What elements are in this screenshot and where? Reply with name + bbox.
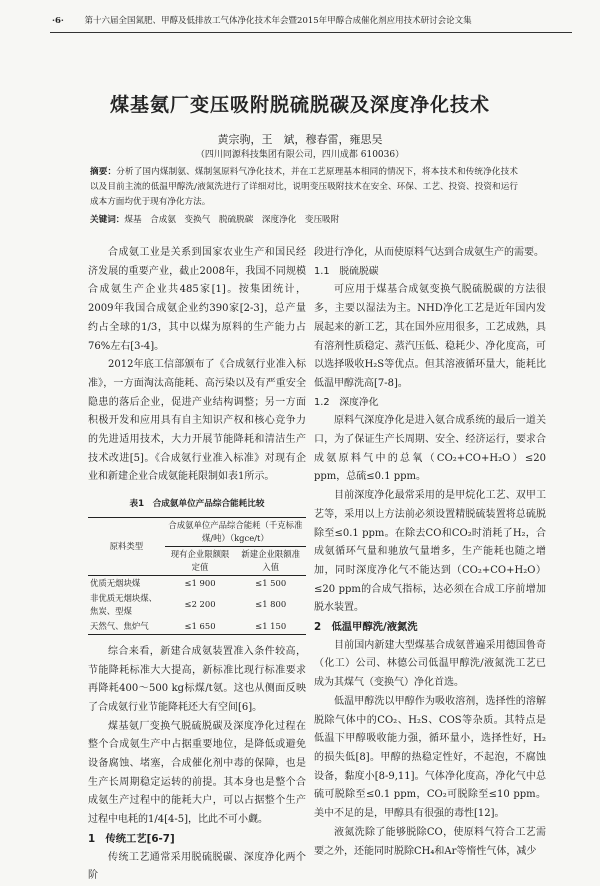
paper-title: 煤基氨厂变压吸附脱硫脱碳及深度净化技术 xyxy=(109,94,490,116)
table-cell: 非优质无烟块煤、焦炭、型煤 xyxy=(90,592,157,616)
table-cell: ≤1 500 xyxy=(235,575,306,591)
paragraph: 液氮洗除了能够脱除CO，使原料气符合工艺需要之外，还能同时脱除CH₄和Ar等惰性气体，减少 xyxy=(314,826,546,857)
table-cell: 天然气、焦炉气 xyxy=(88,619,165,635)
abstract-label: 摘要： xyxy=(90,167,117,177)
keywords-label: 关键词： xyxy=(90,215,125,225)
paragraph: 可应用于煤基合成氨变换气脱硫脱碳的方法很多，主要以湿法为主。NHD净化工艺是近年国内发展起来的新工艺，其在国外应用很多，工艺成熟，具有溶剂性质稳定、蒸汽压低、稳耗少、净化度高，可以选择吸收H₂S等优点。但其溶液循环量大，能耗比低温甲醇洗高[7-8]。 xyxy=(314,284,546,389)
table-cell: 优质无烟块煤 xyxy=(88,575,165,591)
paragraph: 段进行净化，从而使原料气达到合成氨生产的需要。 xyxy=(314,247,544,258)
left-column xyxy=(88,244,306,886)
paragraph: 目前国内新建大型煤基合成氨普遍采用德国鲁奇（化工）公司、林德公司低温甲醇洗/液氮洗工艺已成为其煤气（变换气）净化首选。 xyxy=(314,639,546,689)
subsection-heading: 1.2 深度净化 xyxy=(314,396,379,408)
subsection-heading: 1.1 脱硫脱碳 xyxy=(314,265,379,277)
table-header-existing: 现有企业限额限定值 xyxy=(170,548,230,572)
section-heading: 1 传统工艺[6-7] xyxy=(88,832,175,845)
keywords-list: 煤基 合成氨 变换气 脱硫脱碳 深度净化 变压吸附 xyxy=(124,215,340,225)
table-cell: ≤1 900 xyxy=(165,575,236,591)
authors: 黄宗驹，王 斌，穆春雷，雍思吴 xyxy=(217,133,383,146)
running-title: 第十六届全国氮肥、甲醇及低排放工气体净化技术年会暨2015年甲醇合成催化剂应用技术研讨会论文集 xyxy=(84,16,472,26)
page-number: ·6· xyxy=(52,16,64,26)
table-header-group: 合成氨单位产品综合能耗（千克标准煤/吨）（kgce/t） xyxy=(165,517,306,546)
table-spacer xyxy=(88,635,306,643)
header-rule xyxy=(50,32,572,33)
table-row xyxy=(88,575,306,591)
paragraph: 低温甲醇洗以甲醇作为吸收溶剂，选择性的溶解脱除气体中的CO₂、H₂S、COS等杂质。其特点是低温下甲醇吸收能力强，循环量小，选择性好，H₂的损失低[8]。甲醇的热稳定性好，不起泡，不腐蚀设备，黏度小[8-9,11]。气体净化度高，净化气中总硫可脱除至≤0.1 ppm，CO₂可脱除至≤10 ppm。美中不足的是，甲醇具有很强的毒性[12]。 xyxy=(314,695,546,820)
table-caption: 表1 合成氨单位产品综合能耗比较 xyxy=(129,499,265,510)
table-cell: ≤1 650 xyxy=(165,619,236,635)
table-cell: ≤1 150 xyxy=(235,619,306,635)
abstract-text: 分析了国内煤制氨、煤制氢原料气净化技术，并在工艺原理基本相同的情况下，将本技术和传统净化技术以及目前主流的低温甲醇洗/液氮洗进行了详细对比，说明变压吸附技术在安全、环保、工艺、投资、投资和运行成本方面均优于现有净化方法。 xyxy=(90,167,518,207)
table-cell: ≤2 200 xyxy=(184,599,216,610)
paragraph: 2012年底工信部颁布了《合成氨行业准入标准》，一方面淘汰高能耗、高污染以及有严重安全隐患的落后企业，促进产业结构调整；另一方面积极开发和应用具有自主知识产权和核心竞争力的先进适用技术，大力开展节能降耗和清洁生产技术改进[5]。《合成氨行业准入标准》对现有企业和新建企业合成氨能耗限制如表1所示。 xyxy=(88,359,306,483)
section-heading: 2 低温甲醇洗/液氮洗 xyxy=(314,621,418,634)
paragraph: 目前深度净化最常采用的是甲烷化工艺、双甲工艺等，采用以上方法前必须设置精脱硫装置将总硫脱除至≤0.1 ppm。在除去CO和CO₂时消耗了H₂，合成氨循环气量和驰放气量增多，生产能耗也随之增加，同时深度净化气不能达到（CO₂+CO+H₂O）≤20 ppm的合成气指标，达必须在合成工序前增加脱水装置。 xyxy=(314,490,546,614)
table-header-new: 新建企业限额准入值 xyxy=(241,548,300,572)
paragraph: 传统工艺通常采用脱硫脱碳、深度净化两个阶 xyxy=(88,851,306,882)
paragraph: 综合来看，新建合成氨装置准入条件较高，节能降耗标准大大提高，新标准比现行标准要求再降耗400～500 kg标煤/t氨。这也从侧面反映了合成氨行业节能降耗还大有空间[6]。 xyxy=(88,645,306,713)
paragraph: 合成氨工业是关系到国家农业生产和国民经济发展的重要产业，截止2008年，我国不同规模合成氨生产企业共485家[1]。按集团统计，2009年我国合成氨企业约390家[2-3]，总产量约占全球的1/3，其中以煤为原料的生产能力占76%左右[3-4]。 xyxy=(88,247,306,352)
running-header xyxy=(52,14,572,26)
table-row xyxy=(88,619,306,635)
table-cell: ≤1 800 xyxy=(255,599,287,610)
right-column xyxy=(314,244,546,861)
table-row xyxy=(88,591,306,619)
table-header-type: 原料类型 xyxy=(88,517,165,575)
paragraph: 煤基氨厂变换气脱硫脱碳及深度净化过程在整个合成氨生产中占据重要地位，是降低或避免设备腐蚀、堵塞，合成催化剂中毒的保障，也是生产长周期稳定运转的前提。其本身也是整个合成氨生产过程中的能耗大户，可以占据整个生产过程中电耗的1/4[4-5]，比此不可小觑。 xyxy=(88,720,306,826)
abstract xyxy=(90,165,518,210)
keywords xyxy=(90,213,518,227)
paragraph: 原料气深度净化是进入氨合成系统的最后一道关口，为了保证生产长周期、安全、经济运行，要求合成氨原料气中的总氧（CO₂+CO+H₂O）≤20 ppm，总硫≤0.1 ppm。 xyxy=(314,415,546,483)
energy-table xyxy=(88,517,306,635)
affiliation: （四川同源科技集团有限公司，四川成都 610036） xyxy=(195,150,405,160)
